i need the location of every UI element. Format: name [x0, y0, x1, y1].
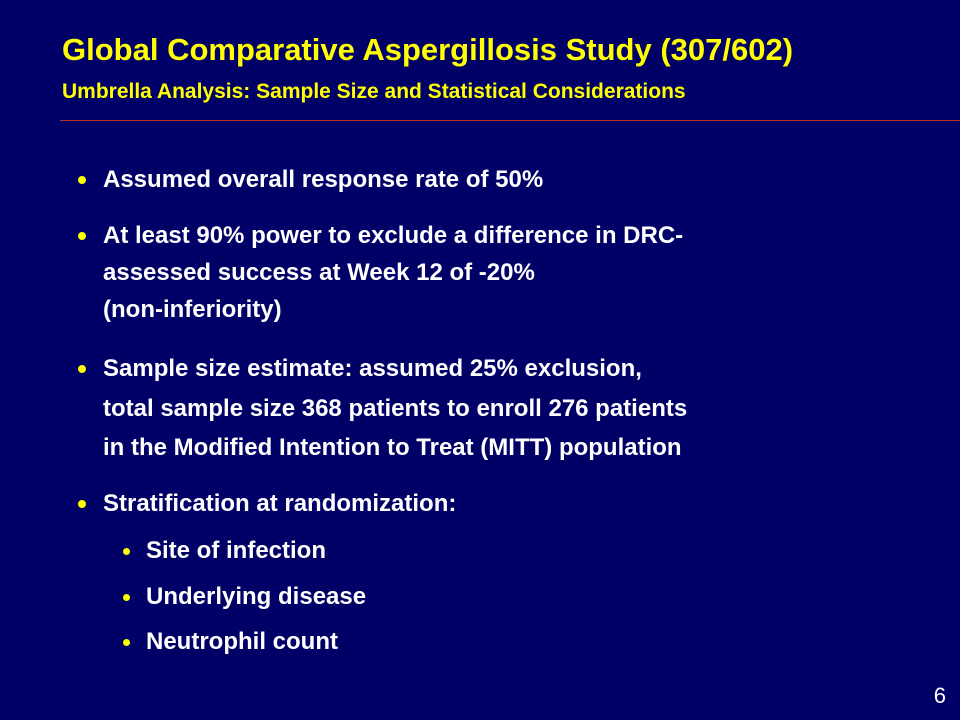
bullet-dot-icon [78, 500, 86, 508]
slide-title: Global Comparative Aspergillosis Study (307/602) [62, 32, 794, 67]
bullet-text-line: Sample size estimate: assumed 25% exclusion, [103, 355, 642, 382]
sub-bullet-dot-icon [123, 639, 130, 646]
bullet-dot-icon [78, 176, 86, 184]
page-number: 6 [933, 683, 946, 708]
sub-bullet-dot-icon [123, 548, 130, 555]
sub-bullet-text: Neutrophil count [146, 628, 338, 655]
title-divider [60, 120, 960, 121]
sub-bullet-text: Underlying disease [146, 583, 367, 610]
sub-bullet-text: Site of infection [146, 537, 326, 564]
bullet-text-line: Stratification at randomization: [103, 490, 457, 517]
bullet-dot-icon [78, 232, 86, 240]
bullet-text-line: total sample size 368 patients to enroll 276 patients [103, 395, 688, 422]
bullet-text-line: At least 90% power to exclude a difference in DRC- [103, 222, 684, 249]
bullet-text-line: Assumed overall response rate of 50% [103, 166, 544, 193]
bullet-text-line: in the Modified Intention to Treat (MITT) population [103, 434, 682, 461]
bullet-text-line: (non-inferiority) [103, 296, 282, 323]
sub-bullet-dot-icon [123, 594, 130, 601]
bullet-text-line: assessed success at Week 12 of -20% [103, 259, 535, 286]
bullet-dot-icon [78, 365, 86, 373]
slide-subtitle: Umbrella Analysis: Sample Size and Statistical Considerations [62, 80, 686, 103]
